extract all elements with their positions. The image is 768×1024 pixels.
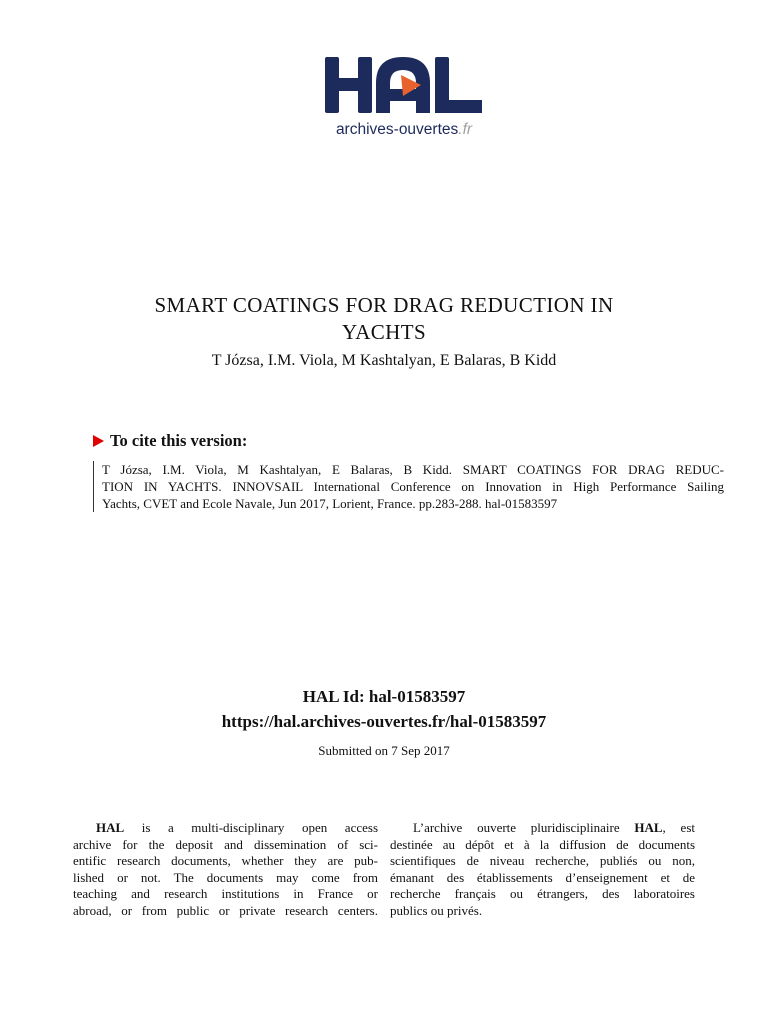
paper-title xyxy=(0,292,768,346)
hal-bold: HAL xyxy=(634,820,663,835)
title-line: YACHTS xyxy=(341,320,427,344)
notice-line: teaching and research institutions in France or xyxy=(73,886,378,902)
notice-line: abroad, or from public or private research centers. xyxy=(73,902,378,918)
notice-line xyxy=(390,820,695,837)
logo-subtitle xyxy=(300,121,508,139)
title-line: SMART COATINGS FOR DRAG REDUCTION IN xyxy=(154,293,614,317)
citation-line: Yachts, CVET and Ecole Navale, Jun 2017, Lorient, France. pp.283-288. hal-01583597 xyxy=(102,496,558,511)
logo-subtitle-suffix: .fr xyxy=(458,121,473,138)
citation-block xyxy=(93,461,724,512)
notice-line: recherche français ou étrangers, des laboratoires xyxy=(390,886,695,902)
notice-line: publics ou privés. xyxy=(390,902,483,918)
notice-text: , est xyxy=(662,820,695,835)
cite-heading: To cite this version: xyxy=(110,431,248,450)
notice-line: destinée au dépôt et à la diffusion de documents xyxy=(390,836,695,852)
notice-line: archive for the deposit and dissemination of sci- xyxy=(73,836,378,852)
hal-url-link[interactable]: https://hal.archives-ouvertes.fr/hal-01583597 xyxy=(221,712,547,731)
notice-line: lished or not. The documents may come from xyxy=(73,869,378,885)
red-triangle-icon xyxy=(93,435,104,447)
hal-id: HAL Id: hal-01583597 xyxy=(302,687,466,706)
notice-text: L’archive ouverte pluridisciplinaire xyxy=(413,820,635,835)
notice-line: entific research documents, whether they are pub- xyxy=(73,853,378,869)
logo-subtitle-main: archives-ouvertes xyxy=(335,121,459,138)
notice-english xyxy=(73,820,378,920)
submitted-date: Submitted on 7 Sep 2017 xyxy=(318,743,450,758)
notice-text: is a multi-disciplinary open access xyxy=(124,820,378,835)
notice-line: scientifiques de niveau recherche, publiés ou non, xyxy=(390,853,695,869)
authors: T Józsa, I.M. Viola, M Kashtalyan, E Balaras, B Kidd xyxy=(211,352,557,369)
hal-bold: HAL xyxy=(96,820,125,835)
hal-logo xyxy=(323,55,483,115)
citation-line: T Józsa, I.M. Viola, M Kashtalyan, E Balaras, B Kidd. SMART COATINGS FOR DRAG REDUC- xyxy=(102,462,724,477)
notice-french xyxy=(390,820,695,920)
citation-line: TION IN YACHTS. INNOVSAIL International Conference on Innovation in High Performance Sailing xyxy=(102,479,724,494)
notice-line: émanant des établissements d’enseignement et de xyxy=(390,869,695,885)
notice-line xyxy=(73,820,378,837)
